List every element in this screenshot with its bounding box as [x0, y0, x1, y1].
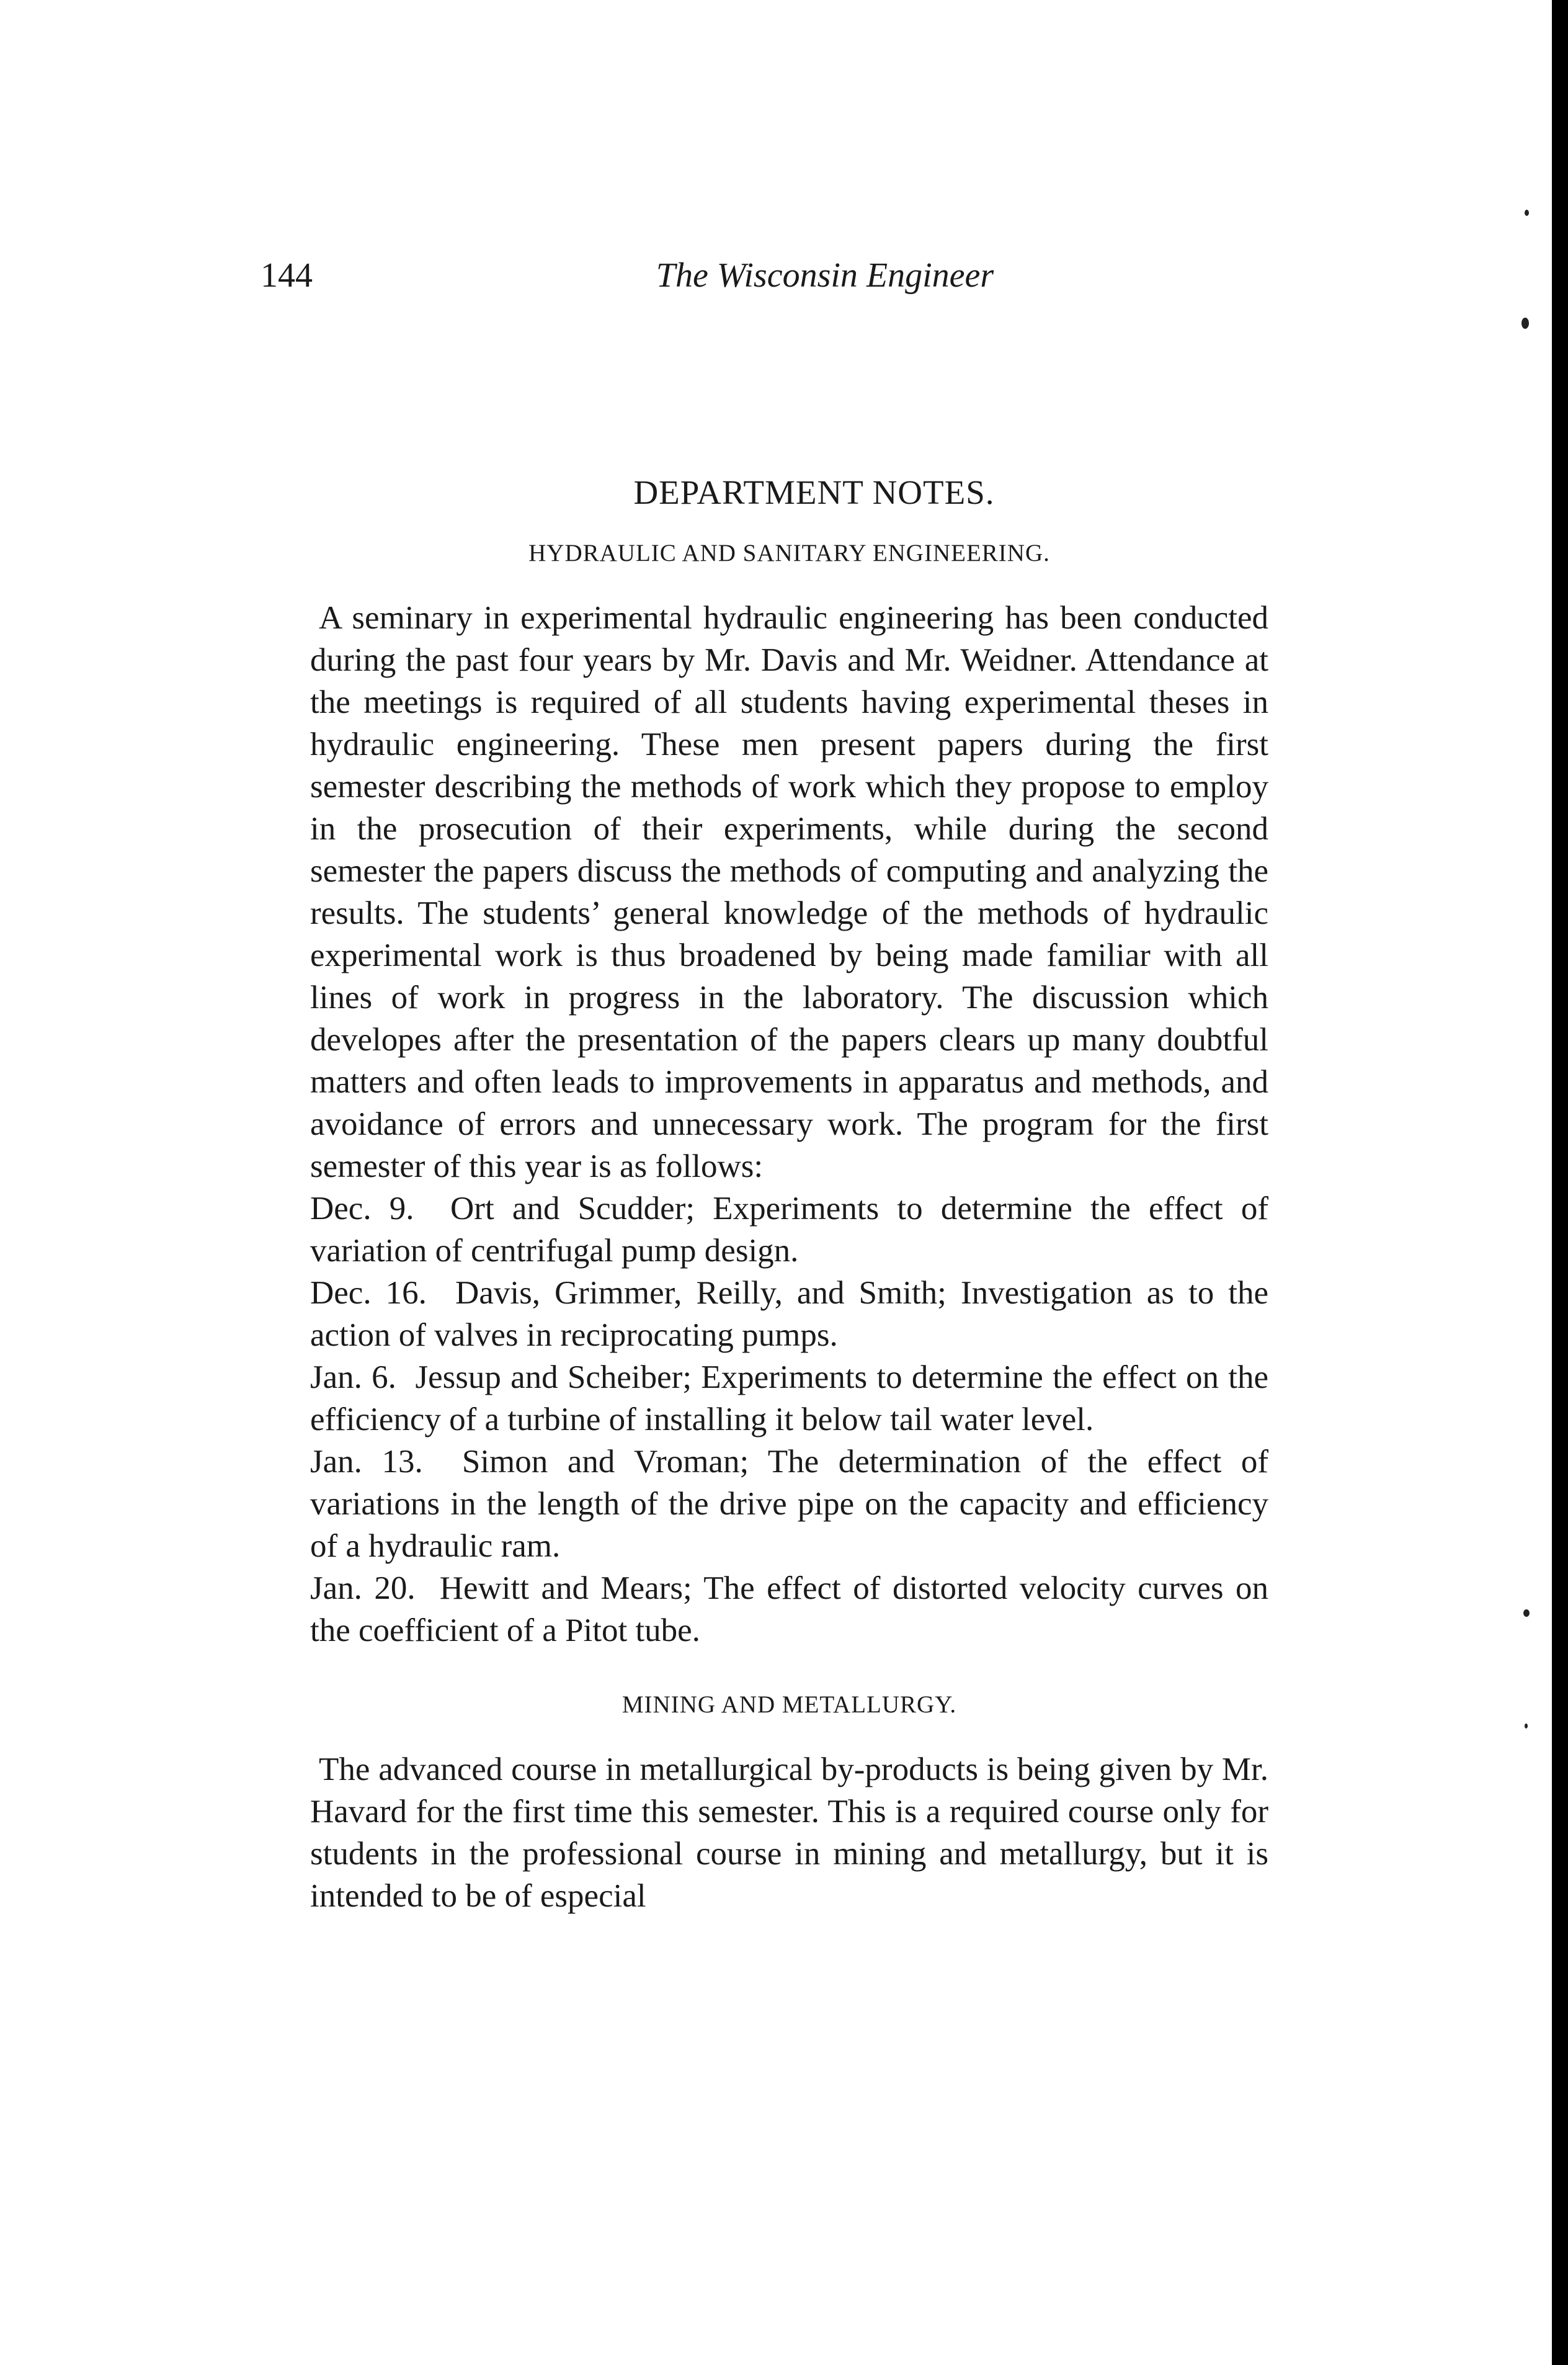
program-entry-text: Ort and Scudder; Experiments to determine the effect of variation of centrifugal pump design. [310, 1191, 1268, 1269]
scan-speck [1521, 318, 1529, 329]
program-entry-text: Jessup and Scheiber; Experiments to determine the effect on the efficiency of a turbine of installing it below tail water level. [310, 1359, 1269, 1437]
section-intro-paragraph: The advanced course in metallurgical by-products is being given by Mr. Havard for the first time this semester. This is a required course only for students in the professional course in mining and metallurgy, but it is intended to be of especial [310, 1751, 1268, 1914]
program-entry [310, 1441, 1268, 1567]
program-entry [310, 1187, 1268, 1272]
article-body [310, 472, 1268, 1917]
running-head [261, 256, 1265, 305]
program-entry [310, 1356, 1268, 1441]
section-heading-hydraulic: HYDRAULIC AND SANITARY ENGINEERING. [528, 540, 1050, 566]
program-entry-text: Davis, Grimmer, Reilly, and Smith; Investigation as to the action of valves in reciprocating pumps. [310, 1275, 1269, 1353]
program-entry-text: Hewitt and Mears; The effect of distorted velocity curves on the coefficient of a Pitot tube. [310, 1570, 1269, 1648]
scan-speck [1523, 1609, 1530, 1617]
journal-title: The Wisconsin Engineer [656, 256, 994, 295]
scan-speck [1525, 210, 1529, 216]
page-number: 144 [261, 256, 313, 295]
program-entry [310, 1567, 1268, 1652]
program-entry-date: Dec. 16. [310, 1275, 427, 1311]
scan-edge-border [1552, 0, 1568, 2365]
program-entry-date: Jan. 13. [310, 1444, 423, 1480]
article-heading: DEPARTMENT NOTES. [633, 473, 995, 511]
program-entry [310, 1272, 1268, 1356]
program-entry-text: Simon and Vroman; The determination of the effect of variations in the length of the drive pipe on the capacity and efficiency of a hydraulic ram. [310, 1444, 1269, 1564]
section-intro-paragraph: A seminary in experimental hydraulic engineering has been conducted during the past four years by Mr. Davis and Mr. Weidner. Attendance at the meetings is required of all students having experimental theses in hydraulic engineering. These men present papers during the first semester describing the methods of work which they propose to employ in the prosecution of their experiments, while during the second semester the papers discuss the methods of computing and analyzing the results. The students’ general knowledge of the methods of hydraulic experimental work is thus broadened by being made familiar with all lines of work in progress in the laboratory. The discussion which developes after the presentation of the papers clears up many doubtful matters and often leads to improvements in apparatus and methods, and avoidance of errors and unnecessary work. The program for the first semester of this year is as follows: [310, 600, 1268, 1184]
scan-speck [1525, 1723, 1528, 1728]
section-heading-mining: MINING AND METALLURGY. [621, 1691, 957, 1718]
program-entry-date: Jan. 6. [310, 1359, 396, 1395]
program-entry-date: Jan. 20. [310, 1570, 416, 1606]
program-entry-date: Dec. 9. [310, 1191, 414, 1227]
